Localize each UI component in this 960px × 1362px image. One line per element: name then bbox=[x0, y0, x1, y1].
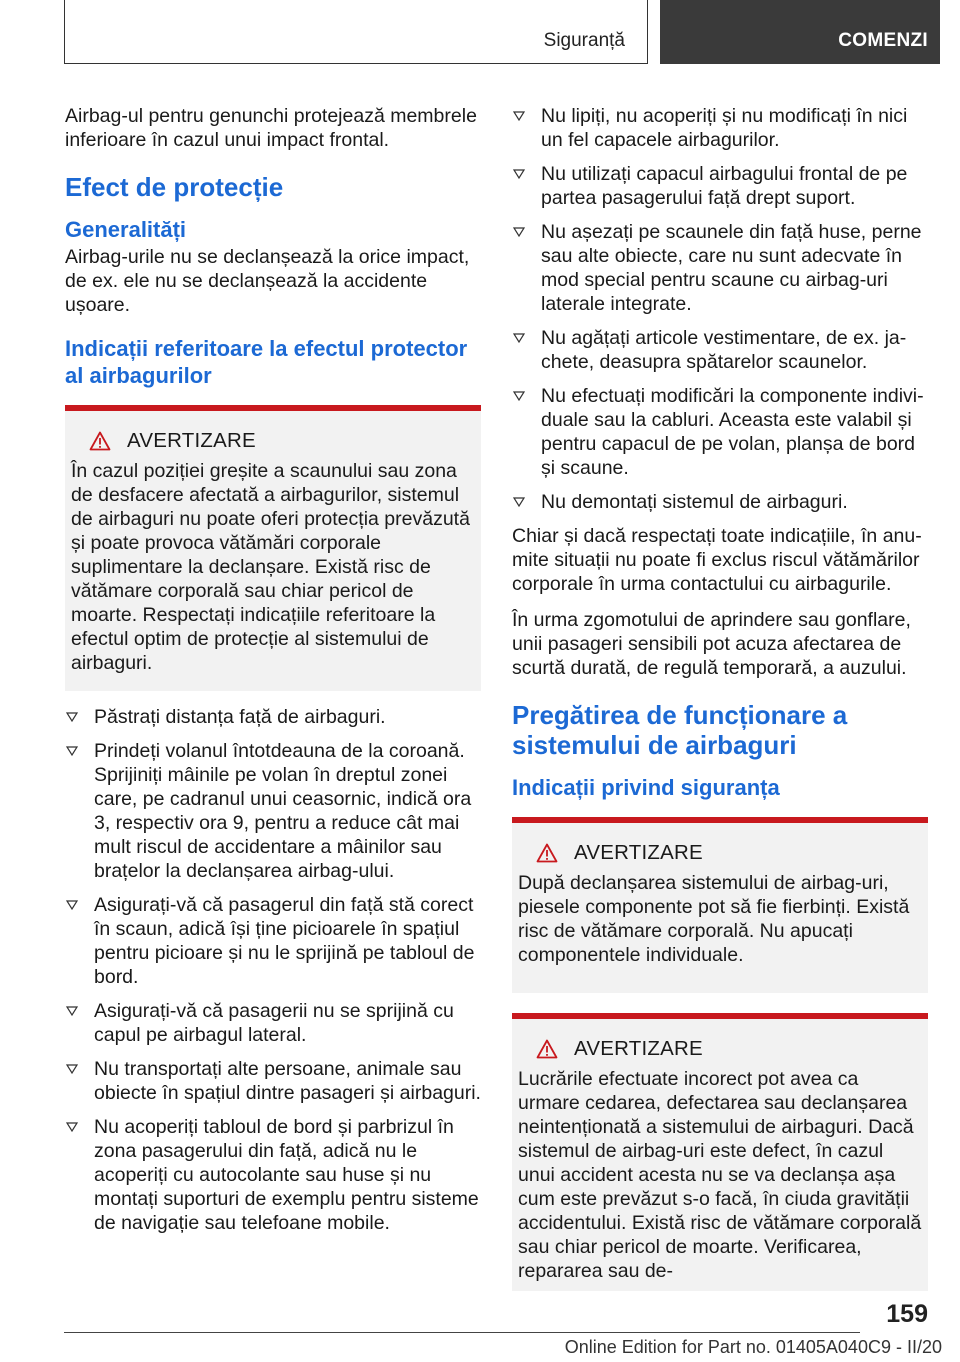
warning-triangle-icon bbox=[89, 431, 111, 451]
warning-triangle-icon bbox=[536, 1039, 558, 1059]
bullet-triangle-icon bbox=[513, 111, 525, 121]
heading-airbag-readiness: Pregătirea de funcționare a sistemului de airbaguri bbox=[512, 700, 848, 760]
list-item: Nu agățați articole vestimentare, de ex. jachete, deasupra spătarelor scaunelor. bbox=[512, 326, 928, 374]
bullet-triangle-icon bbox=[513, 333, 525, 343]
warning-title: AVERTIZARE bbox=[574, 841, 703, 864]
header-section-box bbox=[64, 0, 648, 64]
bullet-triangle-icon bbox=[513, 391, 525, 401]
bullet-triangle-icon bbox=[66, 1122, 78, 1132]
left-bullet-list bbox=[65, 705, 481, 1235]
warning-box bbox=[512, 817, 928, 993]
list-item: Nu utilizați capacul airbagului frontal de pe partea pasagerului față drept suport. bbox=[512, 162, 928, 210]
section-title: Siguranță bbox=[543, 30, 625, 51]
right-column bbox=[512, 104, 928, 1305]
bullet-triangle-icon bbox=[66, 712, 78, 722]
chapter-tab-label: COMENZI bbox=[838, 30, 928, 51]
bullet-triangle-icon bbox=[513, 497, 525, 507]
left-column bbox=[65, 104, 481, 1245]
right-bullet-list bbox=[512, 104, 928, 514]
heading-safety-indications: Indicații privind siguranța bbox=[512, 775, 780, 800]
list-item: Nu efectuați modificări la componente individuale sau la cabluri. Aceasta este valabil și pentru capacul de pe volan, planșa de bord și scaune. bbox=[512, 384, 928, 480]
footer-divider bbox=[64, 1332, 860, 1333]
warning-text: În cazul poziției greșite a scaunului sau zona de desfacere afectată a airbagurilor, sistemul de airbaguri nu poate oferi protecția prevăzută și poate provoca vătămări corporale suplimentare la declanșare. Există risc de vătămare corporală sau chiar pericol de moarte. Respectați indicațiile referitoare la efectul optim de protecție al sistemului de airbaguri. bbox=[71, 460, 470, 674]
bullet-triangle-icon bbox=[66, 746, 78, 756]
list-item: Nu transportați alte persoane, animale sau obiecte în spațiul dintre pasageri și airbaguri. bbox=[65, 1057, 481, 1105]
heading-general: Generalități bbox=[65, 217, 187, 242]
warning-text: După declanșarea sistemului de airbag-uri, piesele componente pot să fie fierbinți. Există risc de vătămare corporală. Nu apucați componentele individuale. bbox=[518, 872, 910, 966]
page-number: 159 bbox=[886, 1300, 928, 1328]
warning-triangle-icon bbox=[536, 843, 558, 863]
list-item: Asigurați-vă că pasagerii nu se sprijină cu capul pe airbagul lateral. bbox=[65, 999, 481, 1047]
footer-edition: Online Edition for Part no. 01405A040C9 - II/20 bbox=[564, 1337, 942, 1357]
list-item: Nu demontați sistemul de airbaguri. bbox=[512, 490, 928, 514]
heading-protection-effect: Efect de protecție bbox=[65, 172, 284, 202]
heading-protection-indications: Indicații referitoare la efectul protector al airbagurilor bbox=[65, 336, 468, 388]
list-item: Nu așezați pe scaunele din față huse, perne sau alte obiecte, care nu sunt adecvate în mod special pentru scaune cu airbag-uri laterale integrate. bbox=[512, 220, 928, 316]
bullet-triangle-icon bbox=[66, 1064, 78, 1074]
list-item: Asigurați-vă că pasagerul din față stă corect în scaun, adică își ține picioarele în spațiul pentru picioare și nu le sprijină pe tabloul de bord. bbox=[65, 893, 481, 989]
paragraph-hearing: În urma zgomotului de aprindere sau gonflare, unii pasageri sensibili pot acuza afectarea de scurtă durată, de regulă temporară, a auzului. bbox=[512, 609, 911, 679]
paragraph-residual-risk: Chiar și dacă respectați toate indicațiile, în anumite situații nu poate fi exclus riscul vătămărilor corporale în urma contactului cu airbagurile. bbox=[512, 525, 922, 595]
bullet-triangle-icon bbox=[513, 169, 525, 179]
general-paragraph: Airbag-urile nu se declanșează la orice impact, de ex. ele nu se declanșează la accidente ușoare. bbox=[65, 246, 470, 316]
intro-paragraph: Airbag-ul pentru genunchi protejează membrele inferioare în cazul unui impact frontal. bbox=[65, 105, 477, 151]
bullet-triangle-icon bbox=[66, 900, 78, 910]
warning-title: AVERTIZARE bbox=[127, 429, 256, 452]
warning-box bbox=[65, 405, 481, 691]
bullet-triangle-icon bbox=[513, 227, 525, 237]
warning-title: AVERTIZARE bbox=[574, 1037, 703, 1060]
list-item: Prindeți volanul întotdeauna de la coroană. Sprijiniți mâinile pe volan în dreptul zonei care, pe cadranul unui ceasornic, indică ora 3, respectiv ora 9, pentru a reduce cât mai mult riscul de accidentare a mâinilor sau brațelor la declanșarea airbag-ului. bbox=[65, 739, 481, 883]
list-item: Nu acoperiți tabloul de bord și parbrizul în zona pasagerului din față, adică nu le acoperiți cu autocolante sau huse și nu montați suporturi de exemplu pentru sisteme de navigație sau telefoane mobile. bbox=[65, 1115, 481, 1235]
warning-text: Lucrările efectuate incorect pot avea ca urmare cedarea, defectarea sau declanșarea neintenționată a sistemului de airbaguri. Dacă sistemul de airbag-uri este defect, în cazul unui accident acesta nu se va declanșa așa cum este prevăzut s-o facă, în ciuda gravității accidentului. Există risc de vătămare corporală sau chiar pericol de moarte. Verificarea, repararea sau de- bbox=[518, 1068, 922, 1282]
warning-box bbox=[512, 1013, 928, 1291]
list-item: Păstrați distanța față de airbaguri. bbox=[65, 705, 481, 729]
list-item: Nu lipiți, nu acoperiți și nu modificați în nici un fel capacele airbagurilor. bbox=[512, 104, 928, 152]
bullet-triangle-icon bbox=[66, 1006, 78, 1016]
chapter-tab[interactable] bbox=[660, 0, 940, 64]
